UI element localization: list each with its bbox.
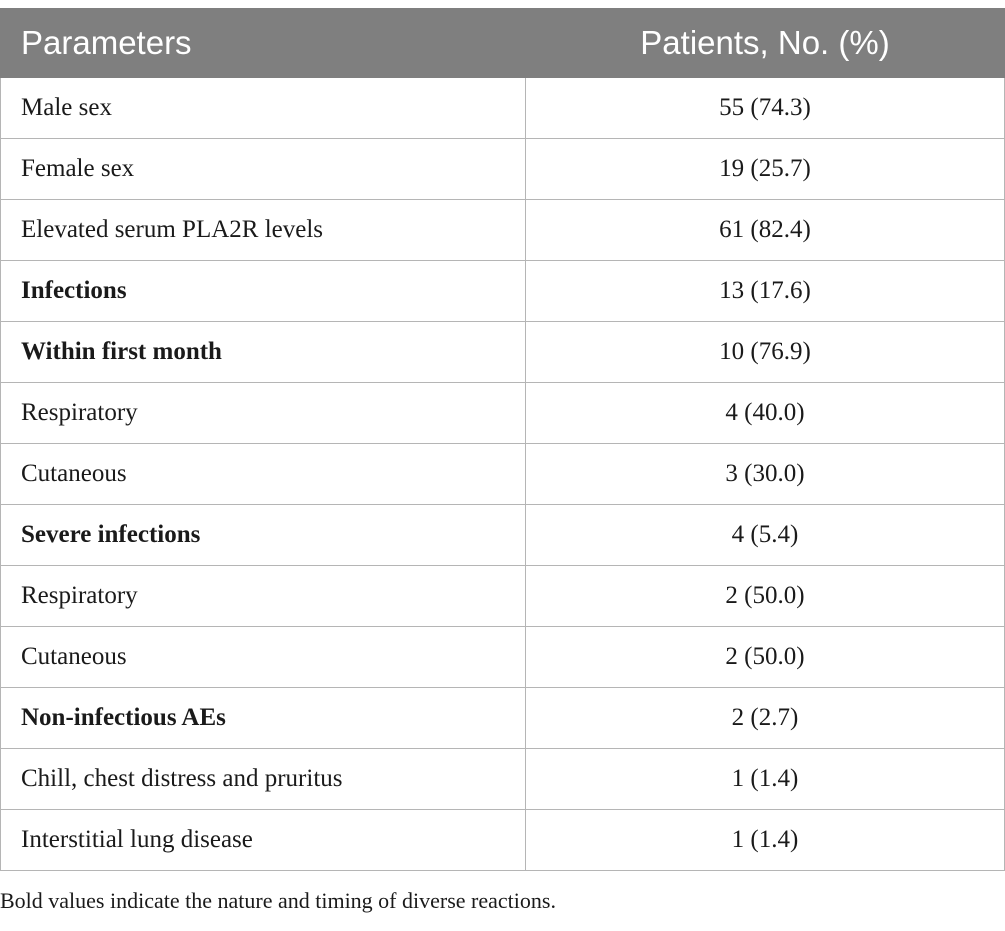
row-parameter: Male sex [1,78,526,139]
table-row [1,444,1005,505]
data-table-container [0,8,1005,871]
row-parameter: Interstitial lung disease [1,810,526,871]
row-parameter: Chill, chest distress and pruritus [1,749,526,810]
row-parameter: Severe infections [1,505,526,566]
row-value: 1 (1.4) [526,810,1005,871]
row-parameter: Non-infectious AEs [1,688,526,749]
row-value: 13 (17.6) [526,261,1005,322]
row-value: 4 (40.0) [526,383,1005,444]
row-value: 61 (82.4) [526,200,1005,261]
row-value: 55 (74.3) [526,78,1005,139]
header-parameters: Parameters [1,9,526,78]
row-parameter: Respiratory [1,383,526,444]
table-header [1,9,1005,78]
table-row [1,749,1005,810]
row-value: 3 (30.0) [526,444,1005,505]
table-row [1,810,1005,871]
header-patients: Patients, No. (%) [526,9,1005,78]
row-parameter: Respiratory [1,566,526,627]
adverse-events-table [0,8,1005,871]
row-parameter: Female sex [1,139,526,200]
table-row [1,627,1005,688]
table-row [1,322,1005,383]
table-row [1,566,1005,627]
table-row [1,688,1005,749]
table-footnote: Bold values indicate the nature and timing of diverse reactions. [0,888,556,913]
table-body [1,78,1005,871]
row-value: 2 (2.7) [526,688,1005,749]
header-row [1,9,1005,78]
row-value: 10 (76.9) [526,322,1005,383]
row-parameter: Infections [1,261,526,322]
table-row [1,78,1005,139]
row-parameter: Within first month [1,322,526,383]
row-parameter: Cutaneous [1,444,526,505]
table-row [1,505,1005,566]
row-value: 4 (5.4) [526,505,1005,566]
table-row [1,200,1005,261]
row-parameter: Elevated serum PLA2R levels [1,200,526,261]
row-value: 2 (50.0) [526,627,1005,688]
row-parameter: Cutaneous [1,627,526,688]
row-value: 19 (25.7) [526,139,1005,200]
table-row [1,139,1005,200]
table-row [1,383,1005,444]
row-value: 2 (50.0) [526,566,1005,627]
table-row [1,261,1005,322]
row-value: 1 (1.4) [526,749,1005,810]
